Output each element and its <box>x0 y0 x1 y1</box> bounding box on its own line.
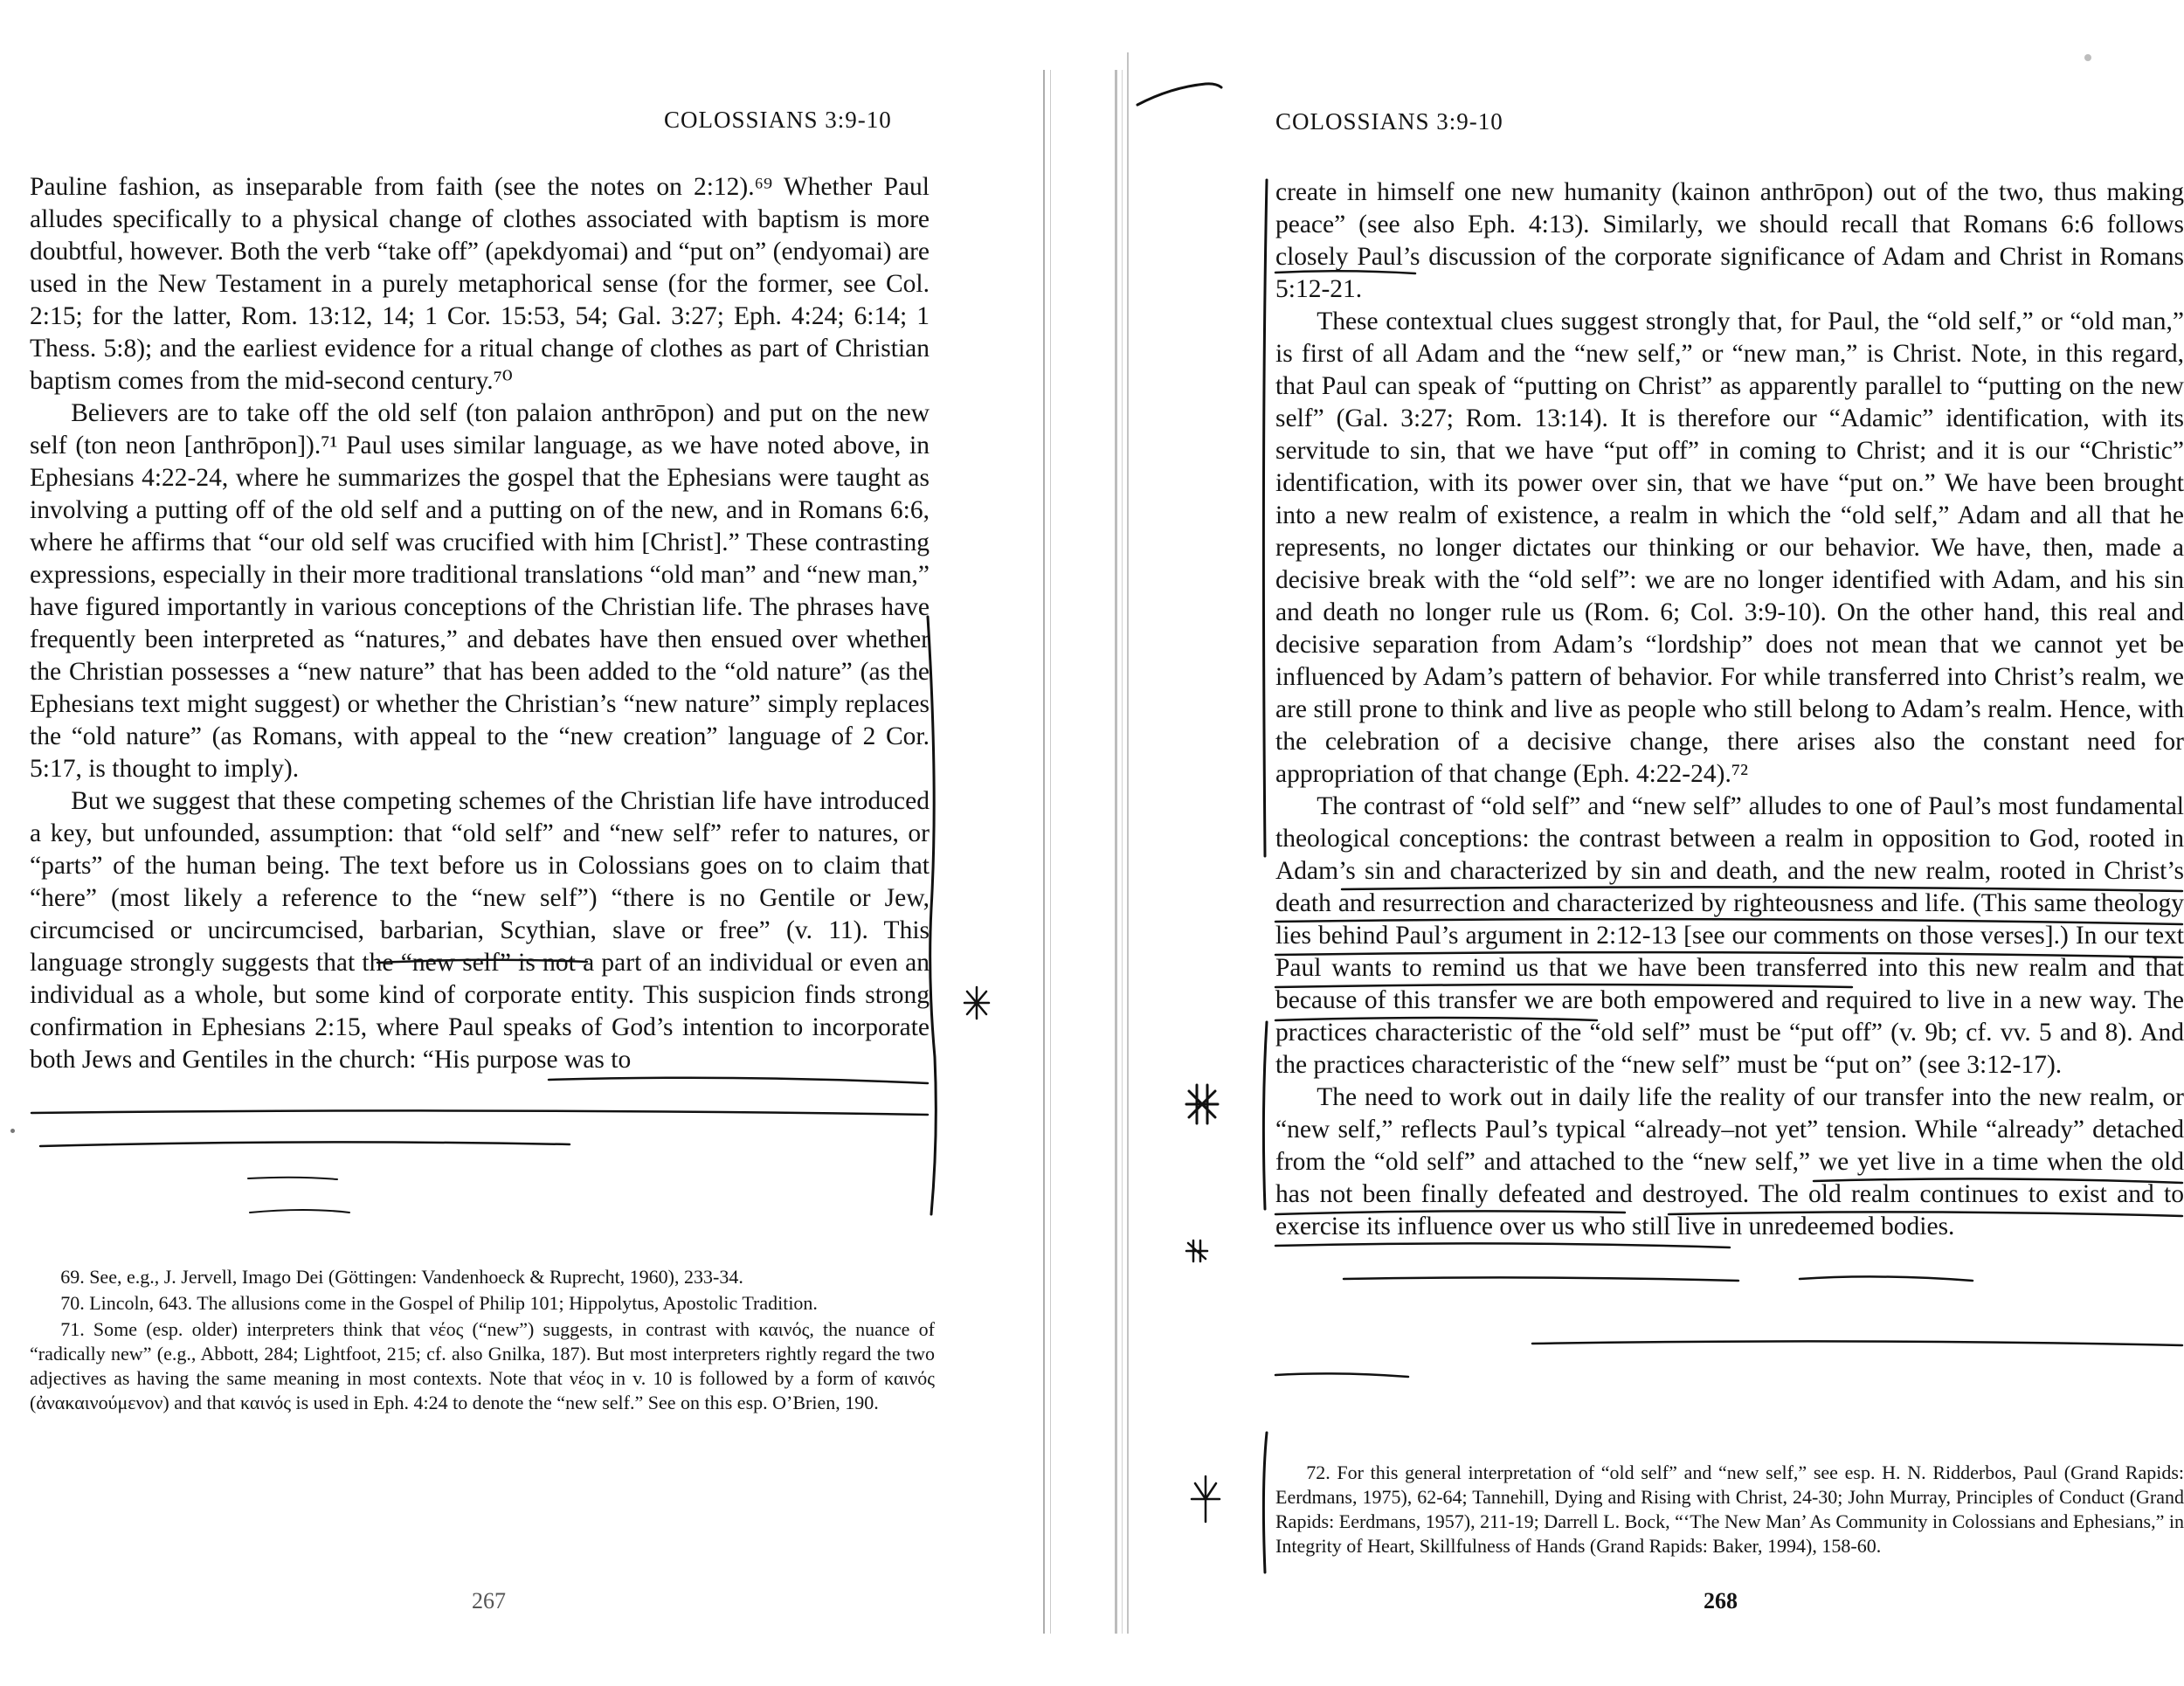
body-text <box>30 171 930 1076</box>
underline-mark <box>1344 1277 1738 1281</box>
page-number: 267 <box>472 1588 506 1613</box>
paragraph: These contextual clues suggest strongly that, for Paul, the “old self,” or “old man,” is first of all Adam and the “new self,” or “new man,” is Christ. Note, in this regard, that Paul can speak of “putting on Christ” as apparently parallel to “putting on the new self” (Gal. 3:27; Rom. 13:14). It is therefore our “Adamic” identification, with its servitude to sin, that we have “put off” in coming to Christ; and it is our “Christic” identification, with its power over sin, that we have “put on.” We have been brought into a new realm of existence, a realm in which the “old self,” Adam and all that he represents, no longer dictates our thinking or our behavior. We have, then, made a decisive break with the “old self”: we are no longer identified with Adam, and his sin and death no longer rule us (Rom. 6; Col. 3:9-10). On the other hand, this real and decisive separation from Adam’s “lordship” does not mean that we cannot yet be influenced by Adam’s pattern of behavior. For while transferred into Christ’s realm, we are still prone to think and live as people who still belong to Adam’s realm. Hence, with the celebration of a decisive change, there arises also the constant need for appropriation of that change (Eph. 4:22-24).⁷² <box>1275 307 2184 788</box>
paragraph: create in himself one new humanity (kainon anthrōpon) out of the two, thus making peace” (see also Eph. 4:13). Similarly, we should recall that Romans 6:6 follows closely Paul’s discussion of the corporate significance of Adam and Christ in Romans 5:12-21. <box>1275 178 2184 303</box>
page-number: 268 <box>1704 1588 1738 1613</box>
running-head: COLOSSIANS 3:9-10 <box>664 107 892 133</box>
underline-mark <box>1800 1276 1973 1281</box>
footnote: 71. Some (esp. older) interpreters think that νέος (“new”) suggests, in contrast with καινός, the nuance of “radically new” (e.g., Abbott, 284; Lightfoot, 215; cf. also Gnilka, 187). But most interpreters rightly regard the two adjectives as having the same meaning in most contexts. Note that νέος in v. 10 is followed by a form of καινός (ἀνακαινούμενον) and that καινός is used in Eph. 4:24 to denote the “new self.” See on this esp. O’Brien, 190. <box>30 1318 935 1413</box>
running-head: COLOSSIANS 3:9-10 <box>1275 108 1503 135</box>
book-gutter <box>1031 0 1136 1686</box>
footnote: 69. See, e.g., J. Jervell, Imago Dei (Göttingen: Vandenhoeck & Ruprecht, 1960), 233-34. <box>60 1266 743 1288</box>
underline-mark <box>250 1210 349 1213</box>
scan-speck <box>10 1129 15 1133</box>
footnote: 70. Lincoln, 643. The allusions come in the Gospel of Philip 101; Hippolytus, Apostolic Tradition. <box>60 1292 818 1314</box>
asterisk-mark <box>1186 1240 1207 1261</box>
underline-mark <box>1532 1341 2182 1345</box>
margin-bracket <box>1263 1433 1267 1572</box>
margin-squiggle <box>1137 84 1221 105</box>
paragraph: Pauline fashion, as inseparable from faith (see the notes on 2:12).⁶⁹ Whether Paul alludes specifically to a physical change of clothes associated with baptism is more doubtful, however. Both the verb “take off” (apekdyomai) and “put on” (endyomai) are used in the New Testament in a purely metaphorical sense (for the former, see Col. 2:15; for the latter, Rom. 13:12, 14; 1 Cor. 15:53, 54; Gal. 3:27; Eph. 4:24; 6:14; 1 Thess. 5:8); and the earliest evidence for a ritual change of clothes as part of Christian baptism comes from the mid-second century.⁷⁰ <box>30 173 930 395</box>
footnote: 72. For this general interpretation of “old self” and “new self,” see esp. H. N. Ridderbos, Paul (Grand Rapids: Eerdmans, 1975), 62-64; Tannehill, Dying and Rising with Christ, 24-30; John Murray, Principles of Conduct (Grand Rapids: Eerdmans, 1957), 211-19; Darrell L. Bock, “‘The New Man’ As Community in Colossians and Ephesians,” in Integrity of Heart, Skillfulness of Hands (Grand Rapids: Baker, 1994), 158-60. <box>1275 1461 2184 1557</box>
footnotes <box>30 1265 935 1417</box>
body-text <box>1275 176 2184 1243</box>
asterisk-mark <box>964 987 989 1019</box>
underline-mark <box>248 1178 337 1179</box>
underline-mark <box>1275 1373 1408 1377</box>
paragraph: But we suggest that these competing schemes of the Christian life have introduced a key, but unfounded, assumption: that “old self” and “new self” refer to natures, or “parts” of the human being. The text before us in Colossians goes on to claim that “here” (most likely a reference to the “new self”) “there is no Gentile or Jew, circumcised or uncircumcised, barbarian, Scythian, slave or free” (v. 11). This language strongly suggests that the “new self” is not a part of an individual or even an individual as a whole, but some kind of corporate entity. This suspicion finds strong confirmation in Ephesians 2:15, where Paul speaks of God’s intention to incorporate both Jews and Gentiles in the church: “His purpose was to <box>30 787 930 1074</box>
footnotes <box>1275 1461 2184 1560</box>
right-page <box>1136 0 2184 1686</box>
underline-mark <box>1275 1243 1730 1247</box>
underline-mark <box>549 1078 928 1083</box>
double-asterisk-mark <box>1186 1085 1218 1123</box>
underline-mark <box>40 1142 570 1146</box>
underline-mark <box>31 1110 928 1115</box>
asterisk-mark <box>1192 1476 1220 1522</box>
paragraph: The need to work out in daily life the reality of our transfer into the new realm, or “new self,” reflects Paul’s typical “already–not yet” tension. While “already” detached from the “old self” and attached to the “new self,” we yet live in a time when the old has not been finally defeated and destroyed. The old realm continues to exist and to exercise its influence over us who still live in unredeemed bodies. <box>1275 1083 2184 1240</box>
paragraph: Believers are to take off the old self (ton palaion anthrōpon) and put on the new self (ton neon [anthrōpon]).⁷¹ Paul uses similar language, as we have noted above, in Ephesians 4:22-24, where he summarizes the gospel that the Ephesians were taught as involving a putting off of the old self and a putting on of the new, and in Romans 6:6, where he affirms that “our old self was crucified with him [Christ].” These contrasting expressions, especially in their more traditional translations “old man” and “new man,” have figured importantly in various conceptions of the Christian life. The phrases have frequently been interpreted as “natures,” and debates have then ensued over whether the Christian possesses a “new nature” that has been added to the “old nature” (as the Ephesians text might suggest) or whether the Christian’s “new nature” simply replaces the “old nature” (as Romans, with appeal to the “new creation” language of 2 Cor. 5:17, is thought to imply). <box>30 399 930 783</box>
margin-bracket <box>1263 180 1267 856</box>
left-page <box>0 0 1031 1686</box>
margin-bracket <box>1263 1022 1267 1209</box>
scan-speck <box>2084 54 2091 61</box>
paragraph: The contrast of “old self” and “new self” alludes to one of Paul’s most fundamental theological conceptions: the contrast between a realm in opposition to God, rooted in Adam’s sin and characterized by sin and death, and the new realm, rooted in Christ’s death and resurrection and characterized by righteousness and life. (This same theology lies behind Paul’s argument in 2:12-13 [see our comments on those verses].) In our text Paul wants to remind us that we have been transferred into this new realm and that because of this transfer we are both empowered and required to live in a new way. The practices characteristic of the “old self” must be “put off” (v. 9b; cf. vv. 5 and 8). And the practices characteristic of the “new self” must be “put on” (see 3:12-17). <box>1275 792 2184 1079</box>
